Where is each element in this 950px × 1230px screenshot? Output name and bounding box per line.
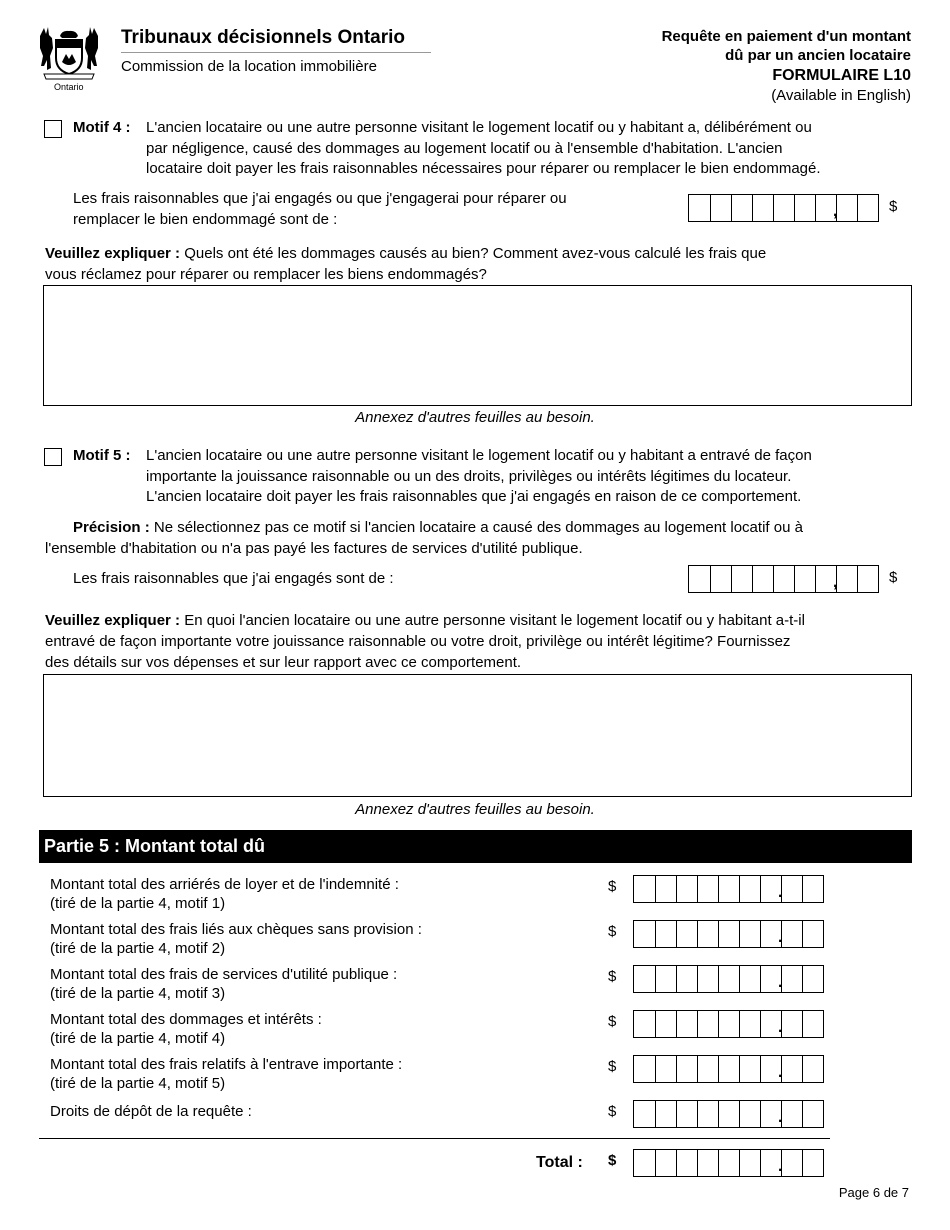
motif4-cost-line1: Les frais raisonnables que j'ai engagés ou que j'engagerai pour réparer ou xyxy=(73,190,567,207)
motif5-checkbox[interactable] xyxy=(44,448,62,466)
motif4-cost-line2: remplacer le bien endommagé sont de : xyxy=(73,211,338,228)
motif4-text-line3: locataire doit payer les frais raisonnables nécessaires pour réparer ou remplacer le bien endommagé. xyxy=(146,160,821,177)
amount-decimal: . xyxy=(778,929,783,946)
part5-row-label-line2: (tiré de la partie 4, motif 1) xyxy=(50,895,226,912)
amount-decimal: . xyxy=(778,1064,783,1081)
part5-row-label-line1: Montant total des dommages et intérêts : xyxy=(50,1011,322,1028)
part5-row-label-line2: (tiré de la partie 4, motif 3) xyxy=(50,985,226,1002)
part5-row-currency: $ xyxy=(608,968,617,985)
motif5-text-line3: L'ancien locataire doit payer les frais raisonnables que j'ai engagés en raison de ce comportement. xyxy=(146,488,802,505)
part5-row-label-line1: Montant total des arriérés de loyer et de l'indemnité : xyxy=(50,876,399,893)
motif5-explain-line3: des détails sur vos dépenses et sur leur rapport avec ce comportement. xyxy=(45,654,522,671)
form-number: FORMULAIRE L10 xyxy=(772,67,911,84)
part5-title: Partie 5 : Montant total dû xyxy=(44,836,266,856)
motif4-explain xyxy=(45,243,915,264)
motif5-amount-input[interactable] xyxy=(688,565,879,593)
amount-decimal: . xyxy=(778,1019,783,1036)
motif4-label: Motif 4 : xyxy=(73,119,131,136)
motif4-text-line2: par négligence, causé des dommages au logement locatif ou à l'ensemble d'habitation. L'ancien xyxy=(146,140,783,157)
motif4-amount-input[interactable] xyxy=(688,194,879,222)
motif5-precision xyxy=(73,517,923,538)
amount-decimal: . xyxy=(778,1158,783,1175)
part5-row-amount-input[interactable] xyxy=(633,875,824,903)
part5-row-label-line2: (tiré de la partie 4, motif 4) xyxy=(50,1030,226,1047)
part5-row-label-line2: (tiré de la partie 4, motif 2) xyxy=(50,940,226,957)
form-title-line1: Requête en paiement d'un montant xyxy=(661,28,911,45)
part5-row-amount-input[interactable] xyxy=(633,1100,824,1128)
ontario-coat-of-arms-icon xyxy=(36,26,102,84)
motif5-precision-line2: l'ensemble d'habitation ou n'a pas payé les factures de services d'utilité publique. xyxy=(45,540,583,557)
total-label: Total : xyxy=(536,1154,583,1171)
part5-row-label-line1: Montant total des frais relatifs à l'entrave importante : xyxy=(50,1056,403,1073)
part5-row-currency: $ xyxy=(608,1013,617,1030)
part5-row-label-line1: Montant total des frais de services d'utilité publique : xyxy=(50,966,398,983)
total-amount-input[interactable] xyxy=(633,1149,824,1177)
motif4-explanation-textarea[interactable] xyxy=(43,285,912,406)
motif4-text-line1: L'ancien locataire ou une autre personne visitant le logement locatif ou y habitant a, délibérément ou xyxy=(146,119,812,136)
part5-row-label-line1: Montant total des frais liés aux chèques sans provision : xyxy=(50,921,422,938)
header-divider xyxy=(121,52,431,53)
motif4-attach-note: Annexez d'autres feuilles au besoin. xyxy=(355,409,595,426)
amount-decimal: . xyxy=(778,1109,783,1126)
motif5-currency: $ xyxy=(889,569,898,586)
motif5-explain-line2: entravé de façon importante votre jouissance raisonnable ou votre droit, privilège ou intérêt légitime? Fournissez xyxy=(45,633,791,650)
ontario-logo xyxy=(36,26,102,92)
part5-row-amount-input[interactable] xyxy=(633,1055,824,1083)
amount-separator: , xyxy=(833,574,838,591)
motif4-currency: $ xyxy=(889,198,898,215)
motif5-precision-line1: Ne sélectionnez pas ce motif si l'ancien locataire a causé des dommages au logement locatif ou à xyxy=(153,519,803,536)
amount-decimal: . xyxy=(778,884,783,901)
part5-row-amount-input[interactable] xyxy=(633,1010,824,1038)
motif4-explain-line1: Quels ont été les dommages causés au bien? Comment avez-vous calculé les frais que xyxy=(184,245,767,262)
motif5-label: Motif 5 : xyxy=(73,447,131,464)
part5-row-currency: $ xyxy=(608,1103,617,1120)
motif5-explain xyxy=(45,610,925,631)
motif4-explain-line2: vous réclamez pour réparer ou remplacer les biens endommagés? xyxy=(45,266,487,283)
motif5-text-line1: L'ancien locataire ou une autre personne visitant le logement locatif ou y habitant a entravé de façon xyxy=(146,447,812,464)
org-sub: Commission de la location immobilière xyxy=(121,58,377,75)
part5-row-amount-input[interactable] xyxy=(633,965,824,993)
motif5-explanation-textarea[interactable] xyxy=(43,674,912,797)
amount-separator: , xyxy=(833,203,838,220)
page-number: Page 6 de 7 xyxy=(838,1185,909,1200)
part5-row-amount-input[interactable] xyxy=(633,920,824,948)
org-name: Tribunaux décisionnels Ontario xyxy=(121,27,405,48)
motif4-checkbox[interactable] xyxy=(44,120,62,138)
motif5-explain-label: Veuillez expliquer : xyxy=(45,612,181,629)
part5-divider xyxy=(39,1138,830,1139)
part5-row-label-line1: Droits de dépôt de la requête : xyxy=(50,1103,252,1120)
amount-decimal: . xyxy=(778,974,783,991)
motif5-precision-label: Précision : xyxy=(73,519,150,536)
motif5-attach-note: Annexez d'autres feuilles au besoin. xyxy=(355,801,595,818)
part5-row-currency: $ xyxy=(608,878,617,895)
language-note: (Available in English) xyxy=(771,87,911,104)
total-currency: $ xyxy=(608,1152,617,1169)
motif5-explain-line1: En quoi l'ancien locataire ou une autre personne visitant le logement locatif ou y habitant a-t-il xyxy=(184,612,805,629)
part5-row-label-line2: (tiré de la partie 4, motif 5) xyxy=(50,1075,226,1092)
part5-row-currency: $ xyxy=(608,923,617,940)
logo-caption: Ontario xyxy=(54,82,84,92)
form-title-line2: dû par un ancien locataire xyxy=(725,47,911,64)
motif5-text-line2: importante la jouissance raisonnable ou un des droits, privilèges ou intérêts légitimes du locateur. xyxy=(146,468,792,485)
motif4-explain-label: Veuillez expliquer : xyxy=(45,245,181,262)
part5-row-currency: $ xyxy=(608,1058,617,1075)
motif5-cost-line: Les frais raisonnables que j'ai engagés sont de : xyxy=(73,570,394,587)
